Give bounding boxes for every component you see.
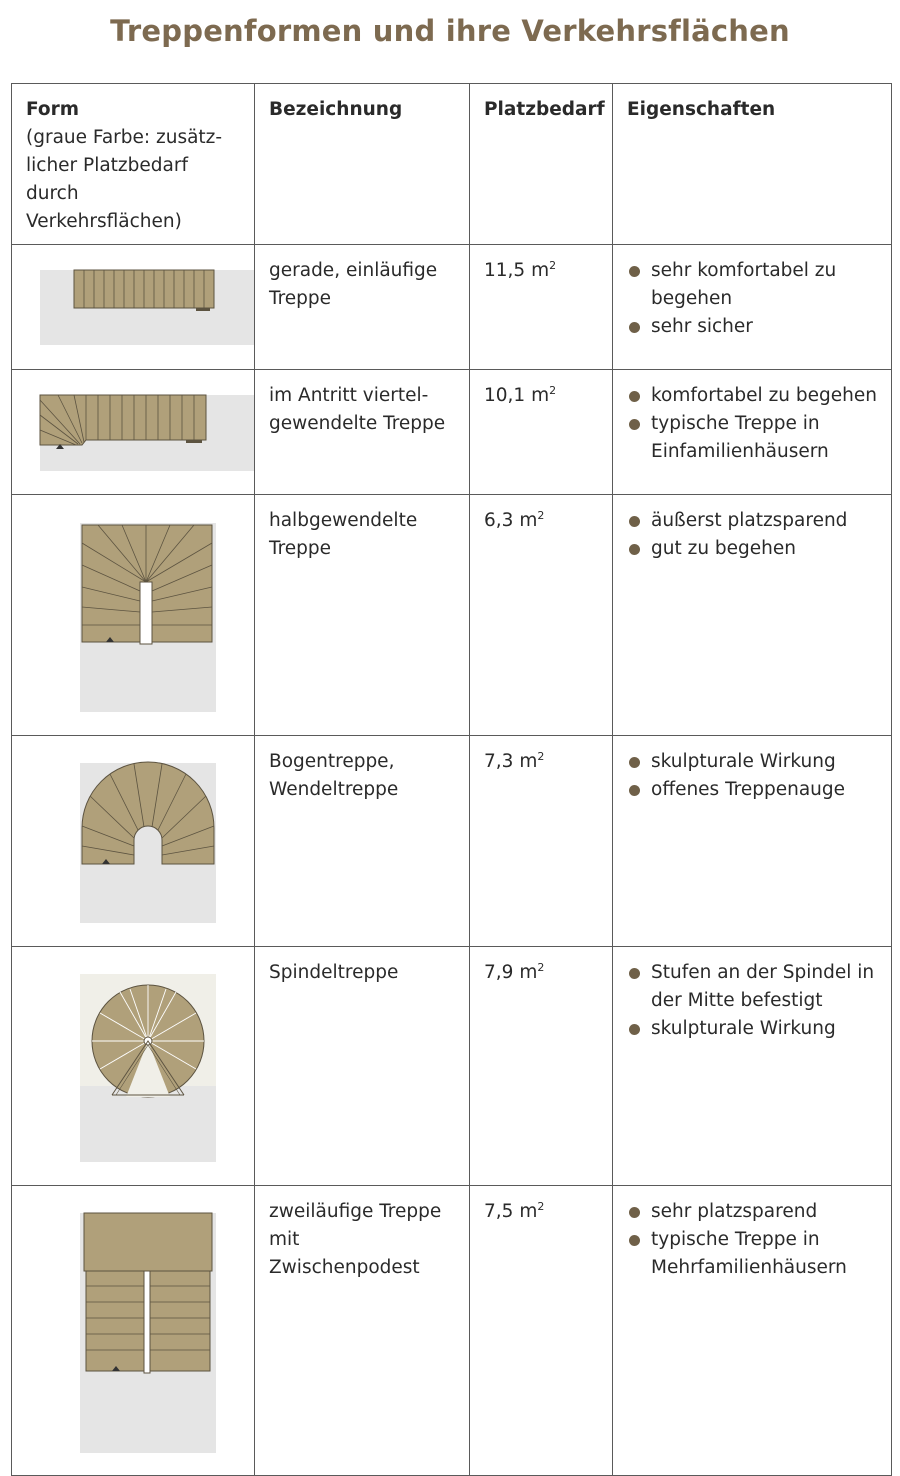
stair-name: gerade, einläufige Treppe (255, 245, 470, 370)
stair-space (470, 495, 613, 736)
stair-props (613, 1186, 892, 1476)
form-cell (12, 495, 255, 736)
form-cell (12, 245, 255, 370)
stair-name: halbgewendelte Treppe (255, 495, 470, 736)
list-item: äußerst platzsparend (627, 507, 877, 535)
header-form (12, 84, 255, 245)
space-unit-exp: 2 (549, 384, 557, 397)
space-unit-exp: 2 (549, 259, 557, 272)
stair-props (613, 947, 892, 1186)
header-row (12, 84, 892, 245)
table-row (12, 495, 892, 736)
table-row (12, 370, 892, 495)
list-item: gut zu begehen (627, 535, 877, 563)
stair-space (470, 736, 613, 947)
half-turn-stair-icon (26, 507, 269, 727)
straight-stair-icon (26, 257, 269, 361)
list-item: skulpturale Wirkung (627, 748, 877, 776)
stair-space (470, 1186, 613, 1476)
list-item: sehr komfortabel zu begehen (627, 257, 877, 313)
stair-space (470, 947, 613, 1186)
list-item: skulpturale Wirkung (627, 1015, 877, 1043)
space-unit-exp: 2 (537, 961, 545, 974)
list-item: komfortabel zu begehen (627, 382, 877, 410)
form-cell (12, 370, 255, 495)
space-unit: m (531, 385, 550, 406)
list-item: typische Treppe in Einfamilienhäusern (627, 410, 877, 466)
header-form-note: (graue Farbe: zusätz- licher Platzbedarf durch Verkehrsflächen) (26, 127, 223, 232)
quarter-turn-stair-icon (26, 382, 269, 486)
two-flight-stair-icon (26, 1198, 269, 1467)
space-value: 11,5 (484, 260, 526, 281)
list-item: Stufen an der Spindel in der Mitte befestigt (627, 959, 877, 1015)
space-value: 6,3 (484, 510, 514, 531)
stair-props (613, 495, 892, 736)
space-unit: m (531, 260, 550, 281)
stair-props (613, 736, 892, 947)
stair-props (613, 245, 892, 370)
header-props: Eigenschaften (613, 84, 892, 245)
space-unit-exp: 2 (537, 1200, 545, 1213)
table-row (12, 245, 892, 370)
stair-name: zweiläufige Treppe mit Zwischenpodest (255, 1186, 470, 1476)
stair-forms-table (11, 83, 892, 1476)
stair-name: Spindeltreppe (255, 947, 470, 1186)
header-form-label: Form (26, 99, 79, 120)
list-item: sehr sicher (627, 313, 877, 341)
space-unit-exp: 2 (537, 509, 545, 522)
stair-props (613, 370, 892, 495)
header-space: Platzbedarf (470, 84, 613, 245)
stair-name: im Antritt viertel- gewendelte Treppe (255, 370, 470, 495)
table-row (12, 736, 892, 947)
form-cell (12, 736, 255, 947)
space-value: 7,3 (484, 751, 514, 772)
list-item: typische Treppe in Mehrfamilienhäusern (627, 1226, 877, 1282)
list-item: offenes Treppenauge (627, 776, 877, 804)
space-unit: m (519, 510, 538, 531)
curved-stair-icon (26, 748, 269, 938)
form-cell (12, 947, 255, 1186)
table-row (12, 947, 892, 1186)
space-value: 10,1 (484, 385, 526, 406)
form-cell (12, 1186, 255, 1476)
page-title: Treppenformen und ihre Verkehrsflächen (110, 14, 790, 48)
space-unit: m (519, 751, 538, 772)
list-item: sehr platzsparend (627, 1198, 877, 1226)
space-value: 7,9 (484, 962, 514, 983)
table-row (12, 1186, 892, 1476)
stair-name: Bogentreppe, Wendeltreppe (255, 736, 470, 947)
space-unit: m (519, 1201, 538, 1222)
stair-space (470, 370, 613, 495)
space-value: 7,5 (484, 1201, 514, 1222)
stair-space (470, 245, 613, 370)
spiral-stair-icon (26, 959, 269, 1177)
header-name: Bezeichnung (255, 84, 470, 245)
space-unit-exp: 2 (537, 750, 545, 763)
space-unit: m (519, 962, 538, 983)
